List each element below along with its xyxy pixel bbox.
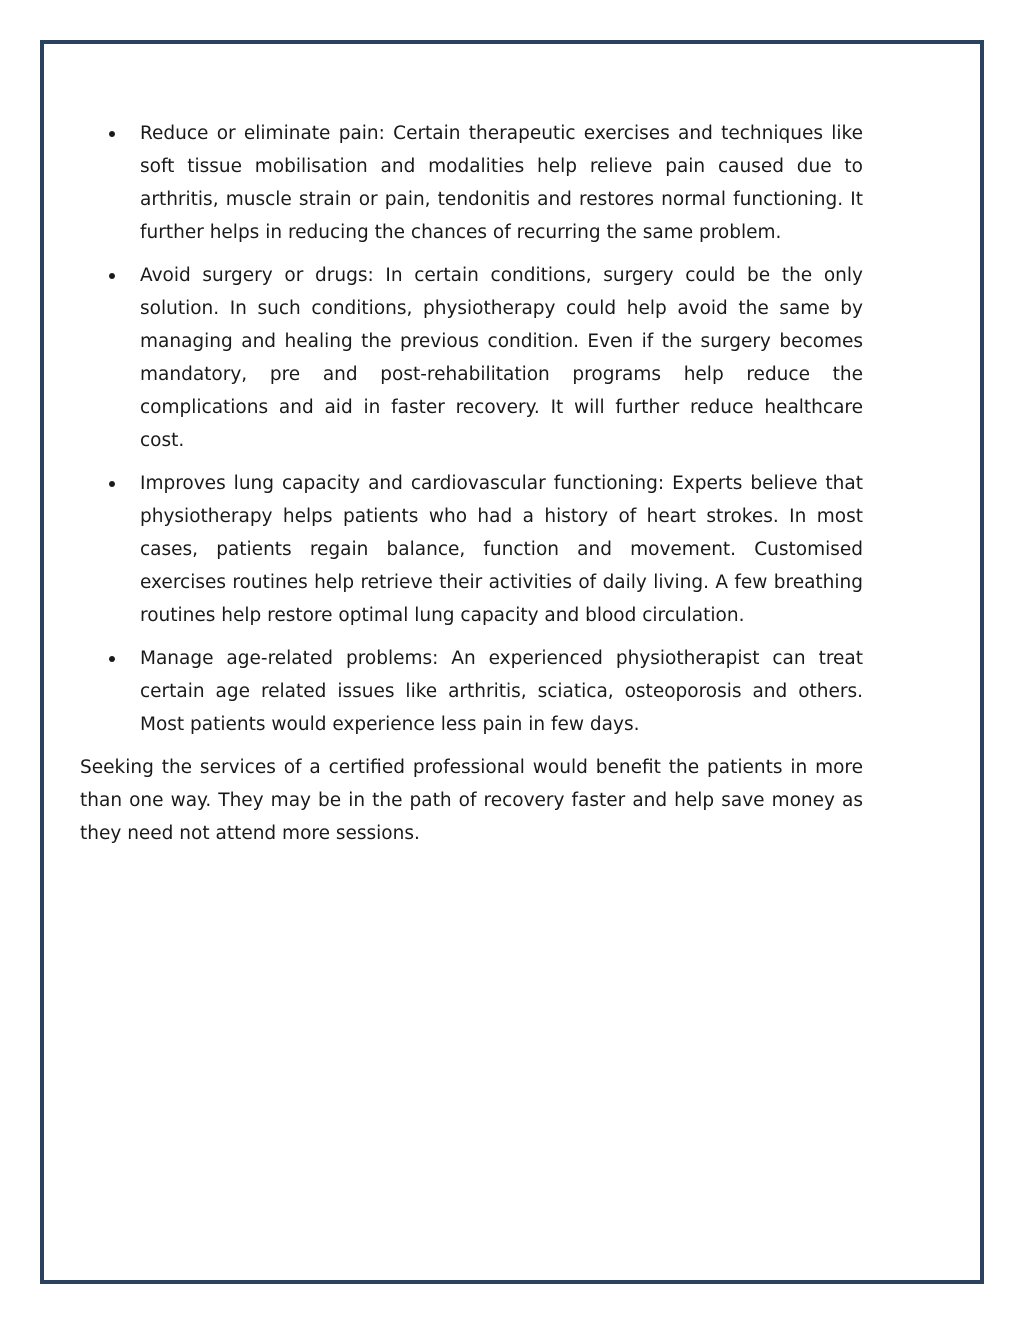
list-item-text: Reduce or eliminate pain: Certain therapeutic exercises and techniques like soft tissue mobilisation and modalities help relieve pain caused due to arthritis, muscle strain or pain, tendonitis and restores normal functioning. It further helps in reducing the chances of recurring the same problem.: [140, 123, 863, 243]
bullet-dot-icon: [109, 656, 115, 662]
list-item-text: Improves lung capacity and cardiovascular functioning: Experts believe that physiotherapy helps patients who had a history of heart strokes. In most cases, patients regain balance, function and movement. Customised exercises routines help retrieve their activities of daily living. A few breathing routines help restore optimal lung capacity and blood circulation.: [140, 473, 863, 626]
list-item: [80, 467, 863, 632]
list-item: [80, 259, 863, 457]
bullet-dot-icon: [109, 131, 115, 137]
benefits-list: [80, 117, 863, 741]
bullet-dot-icon: [109, 273, 115, 279]
list-item-text: Manage age-related problems: An experienced physiotherapist can treat certain age related issues like arthritis, sciatica, osteoporosis and others. Most patients would experience less pain in few days.: [140, 648, 863, 735]
bullet-dot-icon: [109, 481, 115, 487]
list-item: [80, 642, 863, 741]
list-item: [80, 117, 863, 249]
list-item-text: Avoid surgery or drugs: In certain conditions, surgery could be the only solution. In such conditions, physiotherapy could help avoid the same by managing and healing the previous condition. Even if the surgery becomes mandatory, pre and post-rehabilitation programs help reduce the complications and aid in faster recovery. It will further reduce healthcare cost.: [140, 265, 863, 451]
closing-paragraph: Seeking the services of a certified professional would benefit the patients in more than one way. They may be in the path of recovery faster and help save money as they need not attend more sessions.: [80, 757, 863, 844]
document-body: [80, 117, 863, 850]
